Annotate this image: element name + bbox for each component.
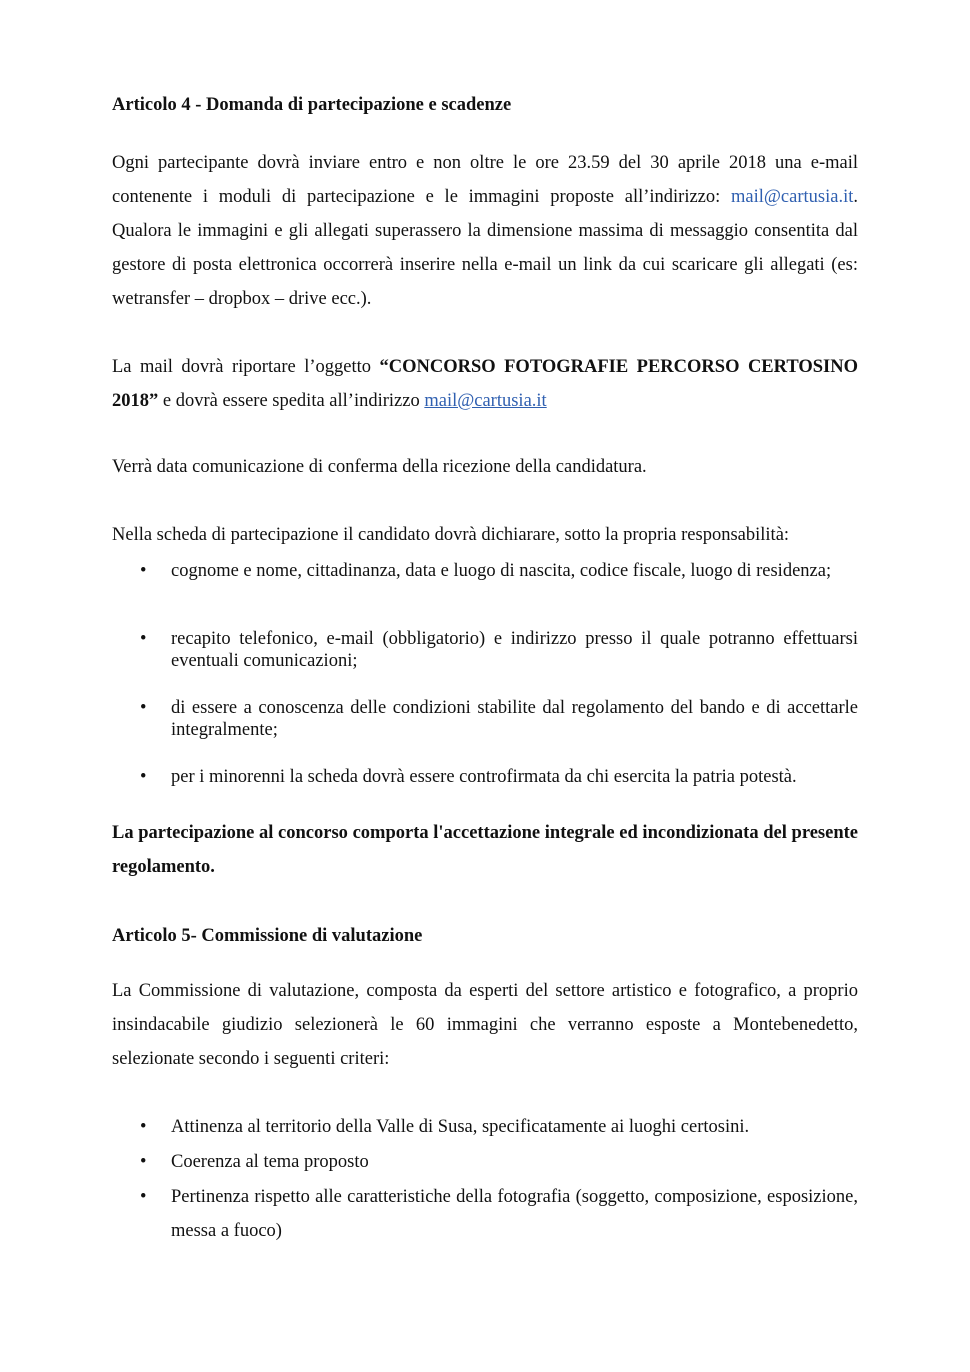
email-link[interactable]: mail@cartusia.it [731,187,854,207]
article4-p2-pre: La mail dovrà riportare l’oggetto [112,357,380,377]
bullet-icon: • [140,1187,147,1207]
article4-paragraph-3: Verrà data comunicazione di conferma della ricezione della candidatura. [112,457,647,477]
list-item [140,1145,858,1179]
article4-paragraph-4: Nella scheda di partecipazione il candidato dovrà dichiarare, sotto la propria responsabilità: [112,525,790,545]
list-item-text: di essere a conoscenza delle condizioni stabilite dal regolamento del bando e di accettarle integralmente; [171,698,858,740]
list-item-text: cognome e nome, cittadinanza, data e luogo di nascita, codice fiscale, luogo di residenza; [171,561,832,581]
list-item-text: per i minorenni la scheda dovrà essere controfirmata da chi esercita la patria potestà. [171,767,797,787]
list-item [140,766,858,788]
article4-paragraph-1 [112,146,858,316]
email-subject: “CONCORSO FOTOGRAFIE PERCORSO CERTOSINO 2018” [112,357,858,411]
list-item-text: Coerenza al tema proposto [171,1152,369,1172]
bullet-icon: • [140,561,147,581]
article5-heading: Articolo 5- Commissione di valutazione [112,926,423,946]
list-item-text: Attinenza al territorio della Valle di Susa, specificatamente ai luoghi certosini. [171,1117,750,1137]
bullet-icon: • [140,698,147,718]
article4-p1-after: . Qualora le immagini e gli allegati superassero la dimensione massima di messaggio consentita dal gestore di posta elettronica occorrerà inserire nella e-mail un link da cui scaricare gli allegati (es: wetransfer – dropbox – drive ecc.). [112,187,858,309]
list-item [140,628,858,672]
article4-p1-text: Ogni partecipante dovrà inviare entro e non oltre le ore 23.59 del 30 aprile 2018 una e-mail contenente i moduli di partecipazione e le immagini proposte all’indirizzo: [112,153,858,207]
list-item [140,560,858,582]
article4-heading: Articolo 4 - Domanda di partecipazione e scadenze [112,95,512,115]
acceptance-notice: La partecipazione al concorso comporta l'accettazione integrale ed incondizionata del presente regolamento. [112,823,858,877]
bullet-icon: • [140,1117,147,1137]
article5-paragraph-1: La Commissione di valutazione, composta da esperti del settore artistico e fotografico, a proprio insindacabile giudizio selezionerà le 60 immagini che verranno esposte a Montebenedetto, selezionate secondo i seguenti criteri: [112,981,858,1069]
email-link-underlined[interactable]: mail@cartusia.it [424,391,547,411]
list-item-text: recapito telefonico, e-mail (obbligatorio) e indirizzo presso il quale potranno effettuarsi eventuali comunicazioni; [171,629,858,671]
bullet-icon: • [140,1152,147,1172]
bullet-icon: • [140,629,147,649]
article4-paragraph-2 [112,350,858,418]
article4-p2-mid: e dovrà essere spedita all’indirizzo [158,391,425,411]
list-item [140,1180,858,1248]
list-item [140,1110,858,1144]
list-item-text: Pertinenza rispetto alle caratteristiche della fotografia (soggetto, composizione, esposizione, messa a fuoco) [171,1187,858,1241]
list-item [140,697,858,741]
bullet-icon: • [140,767,147,787]
